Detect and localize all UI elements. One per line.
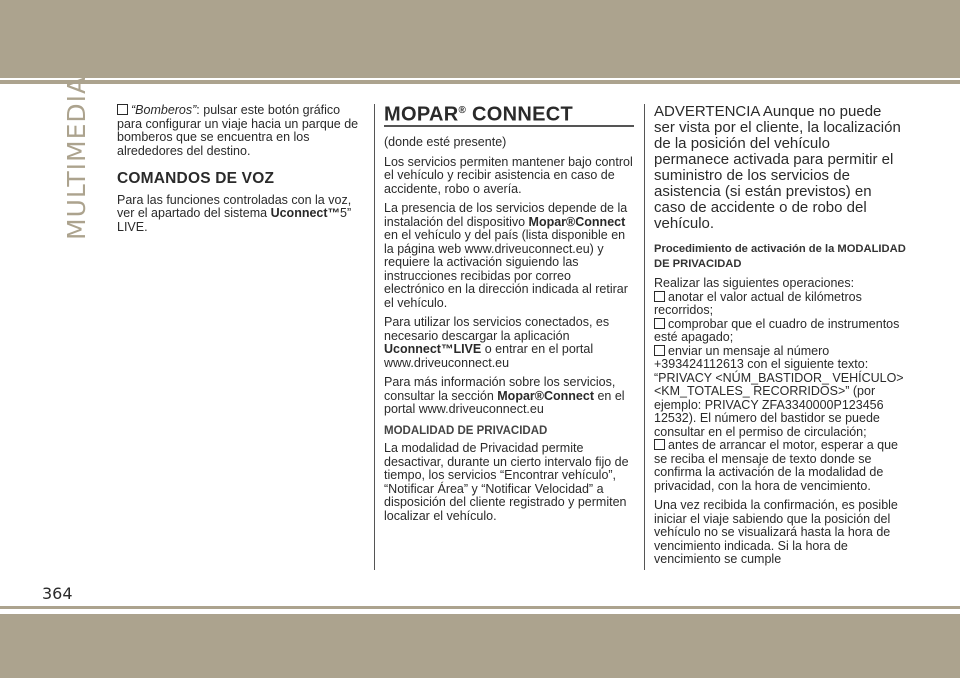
checkbox-bullet-icon [654,318,665,329]
bomberos-term: “Bomberos” [131,103,197,117]
column-divider [374,104,375,570]
heading-tail: CONNECT [466,103,573,126]
top-rule [0,80,960,84]
installation-text-tail: en el vehículo y del país (lista disponible en la página web www.driveuconnect.eu) y requiere la activación siguiendo las instrucciones recibidas por correo electrónico en la dirección indicada al retirar el vehículo. [384,228,628,310]
procedure-intro: Realizar las siguientes operaciones: [654,276,855,290]
column-divider [644,104,645,570]
step-text: comprobar que el cuadro de instrumentos esté apagado; [654,316,900,344]
bottom-rule [0,606,960,609]
services-paragraph: Los servicios permiten mantener bajo control el vehículo y recibir asistencia en caso de accidente, robo o avería. [384,154,633,196]
privacy-mode-heading: MODALIDAD DE PRIVACIDAD [384,424,548,437]
heading-text: MOPAR [384,103,459,126]
confirmation-paragraph: Una vez recibida la confirmación, es posible iniciar el viaje sabiendo que la posición del vehículo no se visualizará hasta la hora de vencimiento indicada. Si la hora de vencimiento se cumple [654,498,898,566]
installation-text: La presencia de los servicios depende de la instalación del dispositivo [384,201,628,229]
list-item [654,291,906,318]
heading-registered: ® [458,105,467,116]
column-3 [654,104,906,573]
step-text: anotar el valor actual de kilómetros recorridos; [654,289,862,317]
voice-text: Para las funciones controladas con la voz, ver el apartado del sistema [117,192,352,220]
list-item [654,439,906,493]
checkbox-bullet-icon [117,104,128,115]
privacy-mode-paragraph: La modalidad de Privacidad permite desactivar, durante un cierto intervalo fijo de tiempo, los servicios “Encontrar vehículo”, “Notificar Área” y “Notificar Velocidad” a disposición del cliente registrado y permiten localizar el vehículo. [384,441,629,523]
step-text: enviar un mensaje al número +393424112613 con el siguiente texto: “PRIVACY <NÚM_BASTIDOR_ VEHÍCULO> <KM_TOTALES_ RECORRIDOS>” (por ejemplo: PRIVACY ZFA3340000P123456 12532). El número del bastidor se puede consultar en el permiso de circulación; [654,343,904,439]
more-info-paragraph [384,376,634,417]
voice-commands-heading: COMANDOS DE VOZ [117,170,275,187]
app-paragraph [384,316,634,370]
app-text-tail: o entrar en el portal www.driveuconnect.eu [384,342,594,370]
checkbox-bullet-icon [654,291,665,302]
voice-uconnect: Uconnect™ [270,206,341,220]
mopar-connect-term: Mopar®Connect [528,214,626,229]
installation-paragraph [384,202,634,310]
availability-note: (donde esté presente) [384,135,507,150]
list-item [654,318,906,345]
bottom-band [0,614,960,678]
top-band [0,0,960,78]
procedure-steps [654,277,906,493]
bomberos-paragraph [117,104,364,158]
voice-commands-paragraph [117,194,364,235]
step-text: antes de arrancar el motor, esperar a que se reciba el mensaje de texto donde se confirma la activación de la modalidad de privacidad, con la hora de vencimiento. [654,438,898,493]
page-number: 364 [42,584,73,603]
warning-paragraph: ADVERTENCIA Aunque no puede ser vista por el cliente, la localización de la posición del vehículo permanece activada para permitir el suministro de los servicios de asistencia (si están previstos) en caso de accidente o de robo del vehículo. [654,103,901,232]
column-2 [384,104,634,529]
uconnect-live-term: Uconnect™LIVE [384,342,482,357]
checkbox-bullet-icon [654,439,665,450]
activation-procedure-heading: Procedimiento de activación de la MODALIDAD DE PRIVACIDAD [654,243,906,270]
bomberos-text: : pulsar este botón gráfico para configurar un viaje hacia un parque de bomberos que se encuentra en los alrededores del destino. [117,103,359,158]
voice-text-tail: 5” LIVE. [117,206,352,234]
mopar-connect-heading [384,104,634,127]
app-text: Para utilizar los servicios conectados, es necesario descargar la aplicación [384,315,610,343]
checkbox-bullet-icon [654,345,665,356]
list-item [654,345,906,440]
mopar-connect-section: Mopar®Connect [497,388,594,403]
section-side-label: MULTIMEDIA [62,75,91,240]
more-info-text: Para más información sobre los servicios, consultar la sección [384,375,616,403]
column-1 [117,104,364,240]
more-info-text-tail: en el portal www.driveuconnect.eu [384,388,625,417]
